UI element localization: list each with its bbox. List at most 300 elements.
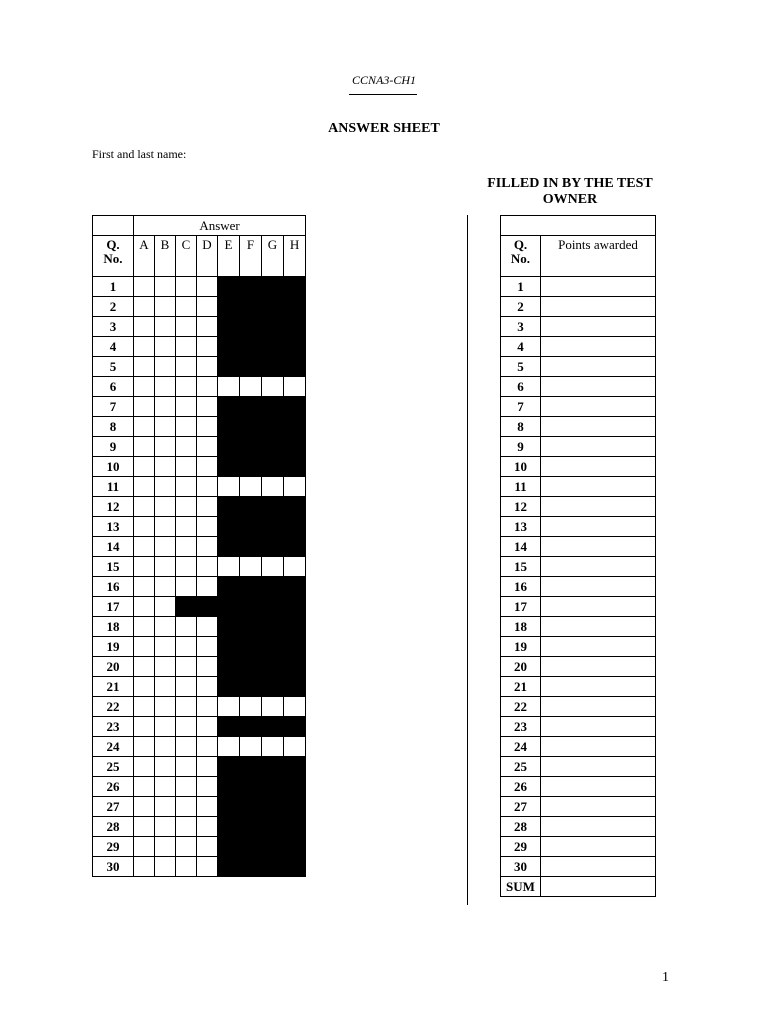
points-cell[interactable] (541, 677, 656, 697)
sum-label: SUM (501, 877, 541, 897)
points-cell[interactable] (541, 357, 656, 377)
score-row (501, 397, 656, 417)
blocked-answer-cell-e (218, 717, 240, 737)
answer-row (93, 657, 306, 677)
answer-cell-c[interactable] (176, 277, 197, 297)
points-cell[interactable] (541, 297, 656, 317)
answer-cell-d[interactable] (197, 857, 218, 877)
blocked-answer-cell-h (284, 657, 306, 677)
answer-cell-b[interactable] (155, 837, 176, 857)
answer-cell-c[interactable] (176, 717, 197, 737)
blocked-answer-cell-h (284, 677, 306, 697)
blocked-answer-cell-g (262, 597, 284, 617)
answer-cell-c[interactable] (176, 517, 197, 537)
answer-cell-b[interactable] (155, 277, 176, 297)
blocked-answer-cell-e (218, 797, 240, 817)
question-number: 17 (93, 597, 134, 617)
points-cell[interactable] (541, 437, 656, 457)
answer-cell-f[interactable] (240, 697, 262, 717)
answer-cell-c[interactable] (176, 697, 197, 717)
answer-cell-c[interactable] (176, 537, 197, 557)
answer-row (93, 617, 306, 637)
answer-cell-b[interactable] (155, 557, 176, 577)
answer-row (93, 677, 306, 697)
answer-cell-h[interactable] (284, 737, 306, 757)
score-question-number: 30 (501, 857, 541, 877)
answer-cell-b[interactable] (155, 737, 176, 757)
answer-cell-a[interactable] (134, 637, 155, 657)
answer-row (93, 377, 306, 397)
blocked-answer-cell-f (240, 397, 262, 417)
blocked-answer-cell-g (262, 457, 284, 477)
answer-cell-d[interactable] (197, 397, 218, 417)
answer-row (93, 417, 306, 437)
answer-cell-a[interactable] (134, 537, 155, 557)
answer-cell-e[interactable] (218, 737, 240, 757)
answer-cell-g[interactable] (262, 477, 284, 497)
score-row (501, 477, 656, 497)
option-header-d: D (197, 236, 218, 277)
points-cell[interactable] (541, 857, 656, 877)
answer-group-header: Answer (134, 216, 306, 236)
question-number: 21 (93, 677, 134, 697)
answer-cell-e[interactable] (218, 697, 240, 717)
answer-cell-b[interactable] (155, 477, 176, 497)
score-row (501, 577, 656, 597)
name-field-label: First and last name: (92, 147, 187, 161)
answer-cell-d[interactable] (197, 297, 218, 317)
answer-cell-a[interactable] (134, 317, 155, 337)
answer-cell-b[interactable] (155, 357, 176, 377)
score-question-number: 2 (501, 297, 541, 317)
blocked-answer-cell-h (284, 417, 306, 437)
answer-cell-b[interactable] (155, 337, 176, 357)
blocked-answer-cell-f (240, 677, 262, 697)
blocked-answer-cell-h (284, 617, 306, 637)
answer-cell-b[interactable] (155, 757, 176, 777)
answer-cell-b[interactable] (155, 397, 176, 417)
score-question-number: 27 (501, 797, 541, 817)
answer-cell-c[interactable] (176, 377, 197, 397)
answer-cell-c[interactable] (176, 757, 197, 777)
answer-cell-c[interactable] (176, 557, 197, 577)
answer-cell-d[interactable] (197, 837, 218, 857)
answer-row (93, 837, 306, 857)
answer-cell-e[interactable] (218, 377, 240, 397)
answer-cell-d[interactable] (197, 577, 218, 597)
answer-cell-a[interactable] (134, 777, 155, 797)
answer-cell-b[interactable] (155, 717, 176, 737)
score-top-row (501, 216, 656, 236)
answer-cell-b[interactable] (155, 617, 176, 637)
answer-cell-a[interactable] (134, 677, 155, 697)
answer-cell-d[interactable] (197, 737, 218, 757)
answer-cell-c[interactable] (176, 457, 197, 477)
answer-cell-a[interactable] (134, 837, 155, 857)
answer-cell-b[interactable] (155, 657, 176, 677)
blocked-answer-cell-f (240, 617, 262, 637)
answer-cell-d[interactable] (197, 437, 218, 457)
blocked-answer-cell-h (284, 317, 306, 337)
blocked-answer-cell-e (218, 777, 240, 797)
blocked-answer-cell-e (218, 417, 240, 437)
answer-row (93, 557, 306, 577)
answer-cell-c[interactable] (176, 397, 197, 417)
blocked-answer-cell-h (284, 297, 306, 317)
score-table (500, 215, 656, 897)
points-cell[interactable] (541, 757, 656, 777)
score-row (501, 277, 656, 297)
points-cell[interactable] (541, 277, 656, 297)
answer-row (93, 817, 306, 837)
score-question-number: 26 (501, 777, 541, 797)
blocked-answer-cell-g (262, 837, 284, 857)
points-cell[interactable] (541, 577, 656, 597)
points-awarded-header: Points awarded (541, 236, 656, 277)
answer-cell-c[interactable] (176, 797, 197, 817)
answer-cell-c[interactable] (176, 317, 197, 337)
answer-cell-b[interactable] (155, 497, 176, 517)
points-cell[interactable] (541, 477, 656, 497)
score-qno-header: Q. No. (501, 236, 541, 277)
blocked-answer-cell-h (284, 637, 306, 657)
score-question-number: 14 (501, 537, 541, 557)
answer-cell-b[interactable] (155, 577, 176, 597)
answer-cell-f[interactable] (240, 377, 262, 397)
points-cell[interactable] (541, 637, 656, 657)
answer-cell-d[interactable] (197, 817, 218, 837)
answer-cell-d[interactable] (197, 617, 218, 637)
question-number: 1 (93, 277, 134, 297)
answer-cell-b[interactable] (155, 517, 176, 537)
answer-cell-f[interactable] (240, 737, 262, 757)
answer-cell-a[interactable] (134, 577, 155, 597)
points-cell[interactable] (541, 737, 656, 757)
question-number: 24 (93, 737, 134, 757)
answer-cell-c[interactable] (176, 437, 197, 457)
question-number: 8 (93, 417, 134, 437)
vertical-divider (467, 215, 468, 905)
answer-cell-b[interactable] (155, 317, 176, 337)
answer-cell-d[interactable] (197, 797, 218, 817)
blocked-answer-cell-e (218, 577, 240, 597)
score-question-number: 29 (501, 837, 541, 857)
answer-cell-d[interactable] (197, 697, 218, 717)
answer-cell-b[interactable] (155, 637, 176, 657)
answer-cell-d[interactable] (197, 337, 218, 357)
answer-cell-a[interactable] (134, 437, 155, 457)
sum-cell[interactable] (541, 877, 656, 897)
answer-cell-b[interactable] (155, 797, 176, 817)
score-row (501, 437, 656, 457)
answer-cell-a[interactable] (134, 617, 155, 637)
answer-cell-g[interactable] (262, 557, 284, 577)
score-row (501, 457, 656, 477)
question-number: 14 (93, 537, 134, 557)
question-number: 11 (93, 477, 134, 497)
answer-cell-a[interactable] (134, 597, 155, 617)
blocked-answer-cell-h (284, 357, 306, 377)
points-cell[interactable] (541, 457, 656, 477)
answer-cell-d[interactable] (197, 357, 218, 377)
answer-group-row (93, 216, 306, 236)
answer-cell-c[interactable] (176, 857, 197, 877)
blocked-answer-cell-e (218, 337, 240, 357)
blocked-answer-cell-f (240, 637, 262, 657)
answer-cell-a[interactable] (134, 697, 155, 717)
answer-row (93, 497, 306, 517)
answer-cell-b[interactable] (155, 437, 176, 457)
blocked-answer-cell-f (240, 757, 262, 777)
question-number: 25 (93, 757, 134, 777)
answer-cell-a[interactable] (134, 717, 155, 737)
answer-row (93, 577, 306, 597)
answer-row (93, 537, 306, 557)
answer-cell-g[interactable] (262, 737, 284, 757)
points-cell[interactable] (541, 717, 656, 737)
answer-cell-d[interactable] (197, 717, 218, 737)
blocked-answer-cell-e (218, 857, 240, 877)
option-header-g: G (262, 236, 284, 277)
answer-cell-a[interactable] (134, 857, 155, 877)
answer-row (93, 357, 306, 377)
score-question-number: 4 (501, 337, 541, 357)
score-row (501, 777, 656, 797)
answer-row (93, 397, 306, 417)
answer-cell-b[interactable] (155, 777, 176, 797)
points-cell[interactable] (541, 537, 656, 557)
answer-cell-g[interactable] (262, 697, 284, 717)
score-question-number: 7 (501, 397, 541, 417)
blocked-answer-cell-g (262, 497, 284, 517)
answer-cell-d[interactable] (197, 657, 218, 677)
answer-cell-d[interactable] (197, 677, 218, 697)
question-number: 3 (93, 317, 134, 337)
points-cell[interactable] (541, 517, 656, 537)
blocked-answer-cell-g (262, 657, 284, 677)
qno-header: Q. No. (93, 236, 134, 277)
answer-row (93, 717, 306, 737)
blocked-answer-cell-f (240, 717, 262, 737)
question-number: 9 (93, 437, 134, 457)
answer-cell-b[interactable] (155, 677, 176, 697)
answer-cell-e[interactable] (218, 557, 240, 577)
answer-cell-c[interactable] (176, 477, 197, 497)
answer-cell-c[interactable] (176, 617, 197, 637)
answer-cell-c[interactable] (176, 297, 197, 317)
answer-row (93, 697, 306, 717)
answer-cell-c[interactable] (176, 777, 197, 797)
question-number: 22 (93, 697, 134, 717)
score-row (501, 357, 656, 377)
points-cell[interactable] (541, 837, 656, 857)
points-cell[interactable] (541, 697, 656, 717)
points-cell[interactable] (541, 497, 656, 517)
answer-cell-a[interactable] (134, 457, 155, 477)
answer-cell-c[interactable] (176, 837, 197, 857)
points-cell[interactable] (541, 777, 656, 797)
answer-row (93, 517, 306, 537)
answer-cell-a[interactable] (134, 517, 155, 537)
answer-cell-c[interactable] (176, 737, 197, 757)
option-header-e: E (218, 236, 240, 277)
answer-cell-a[interactable] (134, 277, 155, 297)
answer-cell-d[interactable] (197, 317, 218, 337)
blocked-answer-cell-f (240, 577, 262, 597)
score-row (501, 837, 656, 857)
points-cell[interactable] (541, 557, 656, 577)
blocked-answer-cell-g (262, 677, 284, 697)
blocked-answer-cell-h (284, 537, 306, 557)
score-row (501, 677, 656, 697)
blocked-answer-cell-f (240, 597, 262, 617)
score-row (501, 497, 656, 517)
answer-cell-f[interactable] (240, 477, 262, 497)
answer-cell-a[interactable] (134, 737, 155, 757)
answer-cell-d[interactable] (197, 557, 218, 577)
blocked-answer-cell-e (218, 497, 240, 517)
answer-cell-b[interactable] (155, 697, 176, 717)
answer-cell-d[interactable] (197, 497, 218, 517)
answer-cell-c[interactable] (176, 657, 197, 677)
option-header-c: C (176, 236, 197, 277)
question-number: 5 (93, 357, 134, 377)
score-question-number: 25 (501, 757, 541, 777)
answer-row (93, 457, 306, 477)
score-question-number: 3 (501, 317, 541, 337)
question-number: 29 (93, 837, 134, 857)
answer-cell-a[interactable] (134, 357, 155, 377)
question-number: 6 (93, 377, 134, 397)
question-number: 4 (93, 337, 134, 357)
answer-cell-d[interactable] (197, 637, 218, 657)
answer-cell-a[interactable] (134, 417, 155, 437)
answer-cell-a[interactable] (134, 497, 155, 517)
blocked-answer-cell-f (240, 437, 262, 457)
answer-cell-e[interactable] (218, 477, 240, 497)
answer-cell-d[interactable] (197, 537, 218, 557)
blank-corner-cell (93, 216, 134, 236)
answer-cell-d[interactable] (197, 417, 218, 437)
blocked-answer-cell-h (284, 277, 306, 297)
answer-cell-b[interactable] (155, 857, 176, 877)
score-question-number: 5 (501, 357, 541, 377)
score-row (501, 757, 656, 777)
answer-cell-d[interactable] (197, 457, 218, 477)
option-header-a: A (134, 236, 155, 277)
answer-cell-b[interactable] (155, 377, 176, 397)
points-cell[interactable] (541, 317, 656, 337)
answer-cell-c[interactable] (176, 677, 197, 697)
score-row (501, 317, 656, 337)
points-cell[interactable] (541, 417, 656, 437)
points-cell[interactable] (541, 657, 656, 677)
question-number: 7 (93, 397, 134, 417)
score-row (501, 297, 656, 317)
blocked-answer-cell-g (262, 817, 284, 837)
answer-row (93, 317, 306, 337)
answer-cell-h[interactable] (284, 697, 306, 717)
answer-cell-c[interactable] (176, 637, 197, 657)
score-question-number: 11 (501, 477, 541, 497)
answer-cell-c[interactable] (176, 577, 197, 597)
answer-row (93, 477, 306, 497)
points-cell[interactable] (541, 797, 656, 817)
points-cell[interactable] (541, 817, 656, 837)
score-row (501, 817, 656, 837)
blocked-answer-cell-e (218, 457, 240, 477)
answer-cell-b[interactable] (155, 817, 176, 837)
points-cell[interactable] (541, 377, 656, 397)
answer-cell-a[interactable] (134, 797, 155, 817)
answer-cell-b[interactable] (155, 537, 176, 557)
answer-cell-d[interactable] (197, 277, 218, 297)
answer-row (93, 777, 306, 797)
points-cell[interactable] (541, 617, 656, 637)
answer-cell-d[interactable] (197, 377, 218, 397)
answer-cell-a[interactable] (134, 657, 155, 677)
score-row (501, 557, 656, 577)
answer-row (93, 737, 306, 757)
answer-cell-b[interactable] (155, 417, 176, 437)
answer-cell-a[interactable] (134, 397, 155, 417)
answer-cell-d[interactable] (197, 517, 218, 537)
answer-cell-c[interactable] (176, 817, 197, 837)
answer-cell-a[interactable] (134, 757, 155, 777)
question-number: 30 (93, 857, 134, 877)
answer-cell-d[interactable] (197, 477, 218, 497)
blocked-answer-cell-g (262, 857, 284, 877)
answer-cell-d[interactable] (197, 777, 218, 797)
answer-cell-h[interactable] (284, 477, 306, 497)
answer-cell-a[interactable] (134, 297, 155, 317)
answer-cell-a[interactable] (134, 377, 155, 397)
blocked-answer-cell-g (262, 297, 284, 317)
answer-cell-d[interactable] (197, 757, 218, 777)
option-header-b: B (155, 236, 176, 277)
score-question-number: 23 (501, 717, 541, 737)
answer-cell-f[interactable] (240, 557, 262, 577)
answer-cell-a[interactable] (134, 337, 155, 357)
answer-cell-c[interactable] (176, 357, 197, 377)
answer-cell-b[interactable] (155, 297, 176, 317)
answer-cell-a[interactable] (134, 817, 155, 837)
blocked-answer-cell-g (262, 357, 284, 377)
score-question-number: 9 (501, 437, 541, 457)
answer-cell-c[interactable] (176, 497, 197, 517)
answer-cell-h[interactable] (284, 377, 306, 397)
score-question-number: 21 (501, 677, 541, 697)
answer-row (93, 637, 306, 657)
answer-cell-a[interactable] (134, 557, 155, 577)
points-cell[interactable] (541, 337, 656, 357)
points-cell[interactable] (541, 597, 656, 617)
points-cell[interactable] (541, 397, 656, 417)
question-number: 19 (93, 637, 134, 657)
answer-cell-a[interactable] (134, 477, 155, 497)
answer-cell-c[interactable] (176, 417, 197, 437)
answer-cell-h[interactable] (284, 557, 306, 577)
score-question-number: 20 (501, 657, 541, 677)
answer-cell-g[interactable] (262, 377, 284, 397)
blocked-answer-cell-d (197, 597, 218, 617)
answer-row (93, 797, 306, 817)
blocked-answer-cell-e (218, 657, 240, 677)
answer-cell-b[interactable] (155, 597, 176, 617)
answer-cell-b[interactable] (155, 457, 176, 477)
score-row (501, 717, 656, 737)
answer-cell-c[interactable] (176, 337, 197, 357)
